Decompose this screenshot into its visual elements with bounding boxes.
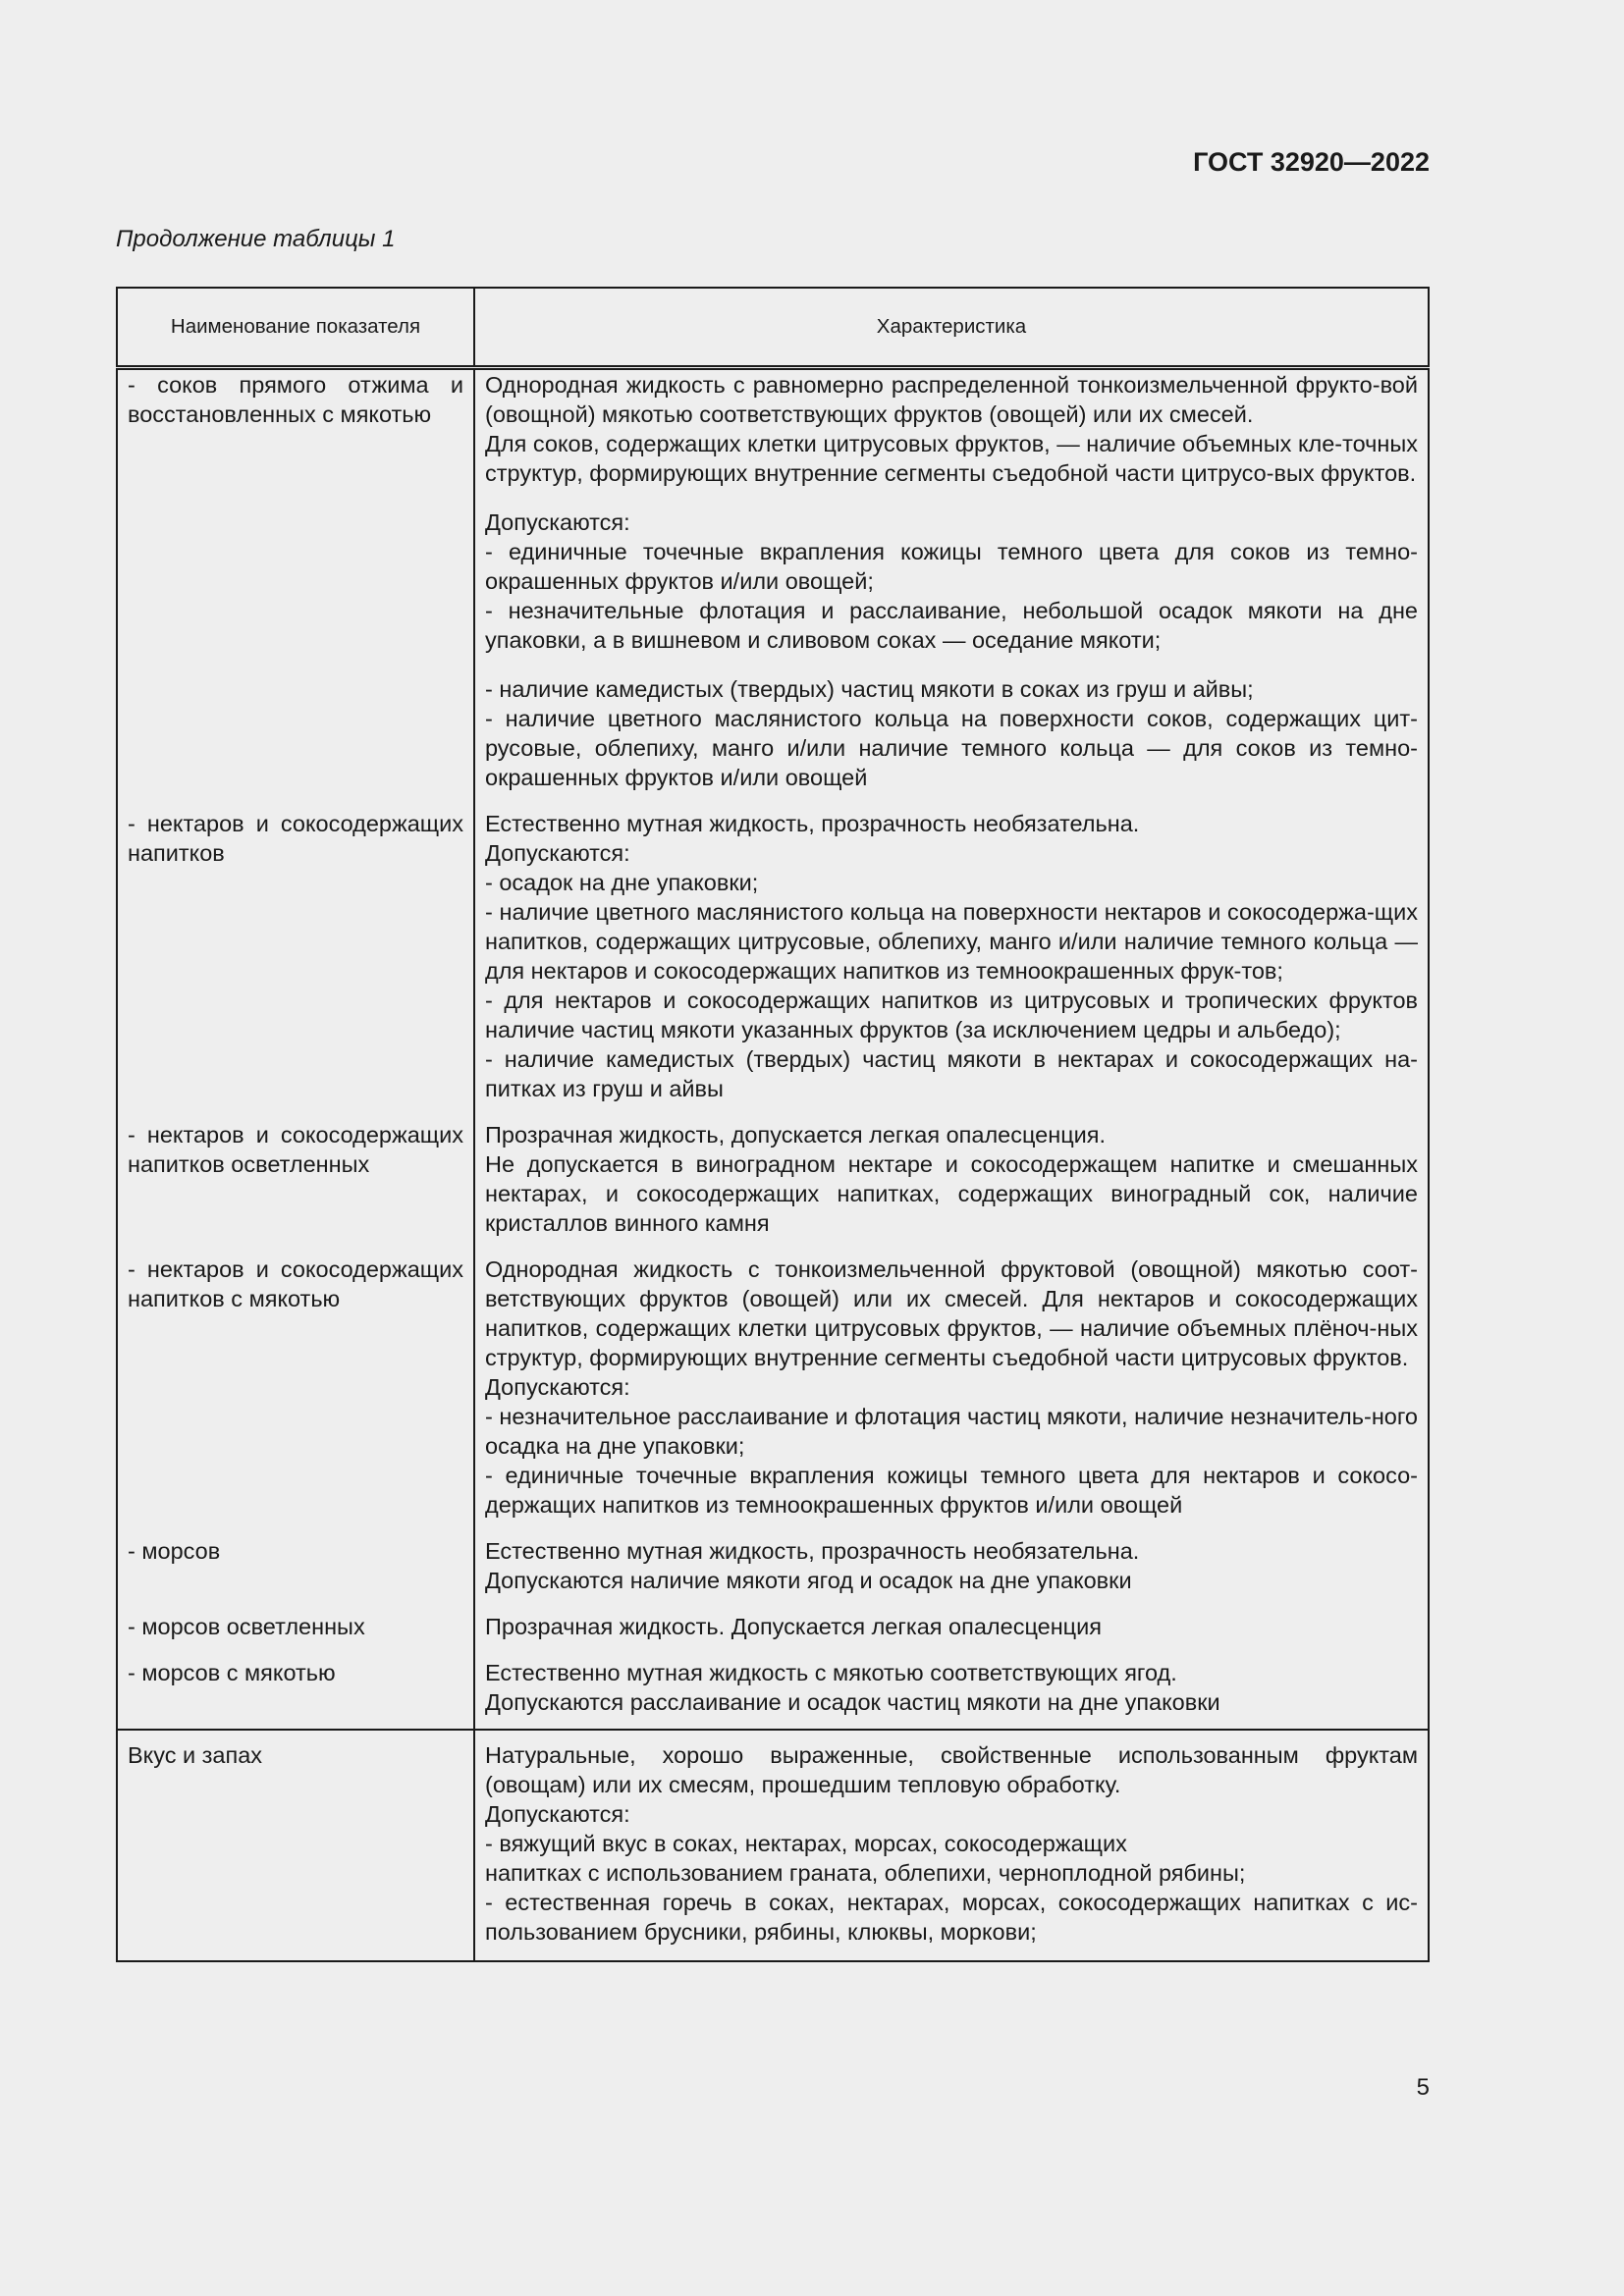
characteristic-paragraph: Естественно мутная жидкость, прозрачность необязательна. — [485, 1538, 1140, 1564]
characteristic-paragraph: - незначительные флотация и расслаивание, небольшой осадок мякоти на дне упаковки, а в вишневом и сливовом соках — оседание мякоти; — [485, 598, 1418, 653]
characteristic-paragraph: - осадок на дне упаковки; — [485, 870, 759, 895]
characteristic-paragraph: напитках с использованием граната, облепихи, черноплодной рябины; — [485, 1860, 1246, 1886]
table-row — [117, 809, 1429, 1120]
characteristic-paragraph: Допускаются расслаивание и осадок частиц мякоти на дне упаковки — [485, 1689, 1220, 1715]
indicator-name: - нектаров и сокосодержащих напитков — [117, 809, 474, 1120]
header-characteristic: Характеристика — [474, 288, 1429, 368]
characteristic-paragraph: - незначительное расслаивание и флотация частиц мякоти, наличие незначитель-ного осадка на дне упаковки; — [485, 1404, 1418, 1459]
indicator-name: - нектаров и сокосодержащих напитков осветленных — [117, 1120, 474, 1255]
table-row — [117, 1658, 1429, 1730]
table-row — [117, 1536, 1429, 1612]
characteristic-paragraph: Прозрачная жидкость, допускается легкая опалесценция. — [485, 1122, 1107, 1148]
characteristic-paragraph: - наличие камедистых (твердых) частиц мякоти в соках из груш и айвы; — [485, 676, 1254, 702]
indicator-name: - морсов с мякотью — [117, 1658, 474, 1730]
characteristics-table — [116, 287, 1430, 1962]
characteristic-paragraph: - естественная горечь в соках, нектарах, морсах, сокосодержащих напитках с ис-пользованием брусники, рябины, клюквы, моркови; — [485, 1890, 1418, 1945]
table-row — [117, 1120, 1429, 1255]
characteristic-paragraph: Допускаются: — [485, 1801, 630, 1827]
indicator-name: - соков прямого отжима и восстановленных с мякотью — [117, 368, 474, 810]
characteristic-text — [474, 368, 1429, 810]
table-row — [117, 1255, 1429, 1536]
characteristic-text — [474, 809, 1429, 1120]
characteristic-paragraph: - вяжущий вкус в соках, нектарах, морсах, сокосодержащих — [485, 1831, 1127, 1856]
characteristic-paragraph: Натуральные, хорошо выраженные, свойственные использованным фруктам (овощам) или их смесям, прошедшим тепловую обработку. — [485, 1742, 1418, 1797]
page-number: 5 — [1416, 2074, 1430, 2101]
table-row — [117, 1730, 1429, 1961]
table-row — [117, 1612, 1429, 1658]
characteristic-paragraph: - наличие цветного маслянистого кольца на поверхности соков, содержащих цит-русовые, облепиху, манго и/или наличие темного кольца — для соков из темно-окрашенных фруктов и/или овощей — [485, 706, 1418, 790]
indicator-name: - морсов — [117, 1536, 474, 1612]
characteristic-paragraph: Естественно мутная жидкость, прозрачность необязательна. — [485, 811, 1140, 836]
table-row — [117, 368, 1429, 810]
indicator-name: - морсов осветленных — [117, 1612, 474, 1658]
table-header-row — [117, 288, 1429, 368]
characteristic-paragraph: Для соков, содержащих клетки цитрусовых фруктов, — наличие объемных кле-точных структур, формирующих внутренние сегменты съедобной части цитрусо-вых фруктов. — [485, 431, 1419, 486]
standard-number: ГОСТ 32920—2022 — [1193, 147, 1430, 177]
characteristic-paragraph: Однородная жидкость с тонкоизмельченной фруктовой (овощной) мякотью соот-ветствующих фруктов (овощей) или их смесей. Для нектаров и сокосодержащих напитков, содержащих клетки цитрусовых фруктов, — наличие объемных плёноч-ных структур, формирующих внутренние сегменты съедобной части цитрусовых фруктов. — [485, 1256, 1418, 1370]
characteristic-text — [474, 1730, 1429, 1961]
characteristic-paragraph: Естественно мутная жидкость с мякотью соответствующих ягод. — [485, 1660, 1177, 1685]
paragraph-gap — [485, 488, 1418, 507]
header-indicator: Наименование показателя — [117, 288, 474, 368]
paragraph-gap — [485, 655, 1418, 674]
indicator-name: Вкус и запах — [117, 1730, 474, 1961]
characteristic-paragraph: - единичные точечные вкрапления кожицы темного цвета для нектаров и сокосо-держащих напитков из темноокрашенных фруктов и/или овощей — [485, 1463, 1418, 1518]
characteristic-paragraph: - для нектаров и сокосодержащих напитков из цитрусовых и тропических фруктов наличие частиц мякоти указанных фруктов (за исключением цедры и альбедо); — [485, 988, 1418, 1042]
characteristic-text — [474, 1120, 1429, 1255]
indicator-name: - нектаров и сокосодержащих напитков с мякотью — [117, 1255, 474, 1536]
characteristic-text — [474, 1612, 1429, 1658]
characteristic-paragraph: - наличие камедистых (твердых) частиц мякоти в нектарах и сокосодержащих на-питках из груш и айвы — [485, 1046, 1418, 1101]
characteristic-paragraph: Допускаются: — [485, 840, 630, 866]
characteristic-paragraph: Не допускается в виноградном нектаре и сокосодержащем напитке и смешанных нектарах, и сокосодержащих напитках, содержащих виноградный сок, наличие кристаллов винного камня — [485, 1151, 1418, 1236]
characteristic-paragraph: Однородная жидкость с равномерно распределенной тонкоизмельченной фрукто-вой (овощной) мякотью соответствующих фруктов (овощей) или их смесей. — [485, 372, 1418, 427]
characteristic-text — [474, 1255, 1429, 1536]
table-body — [117, 368, 1429, 1962]
table-caption: Продолжение таблицы 1 — [116, 226, 396, 252]
characteristic-paragraph: Прозрачная жидкость. Допускается легкая опалесценция — [485, 1614, 1102, 1639]
characteristic-text — [474, 1658, 1429, 1730]
characteristic-text — [474, 1536, 1429, 1612]
characteristic-paragraph: Допускаются: — [485, 509, 630, 535]
characteristic-paragraph: - наличие цветного маслянистого кольца на поверхности нектаров и сокосодержа-щих напитков, содержащих цитрусовые, облепиху, манго и/или наличие темного кольца — для нектаров и сокосодержащих напитков из темноокрашенных фрук-тов; — [485, 899, 1418, 984]
characteristic-paragraph: - единичные точечные вкрапления кожицы темного цвета для соков из темно-окрашенных фруктов и/или овощей; — [485, 539, 1418, 594]
characteristic-paragraph: Допускаются наличие мякоти ягод и осадок на дне упаковки — [485, 1568, 1132, 1593]
characteristic-paragraph: Допускаются: — [485, 1374, 630, 1400]
